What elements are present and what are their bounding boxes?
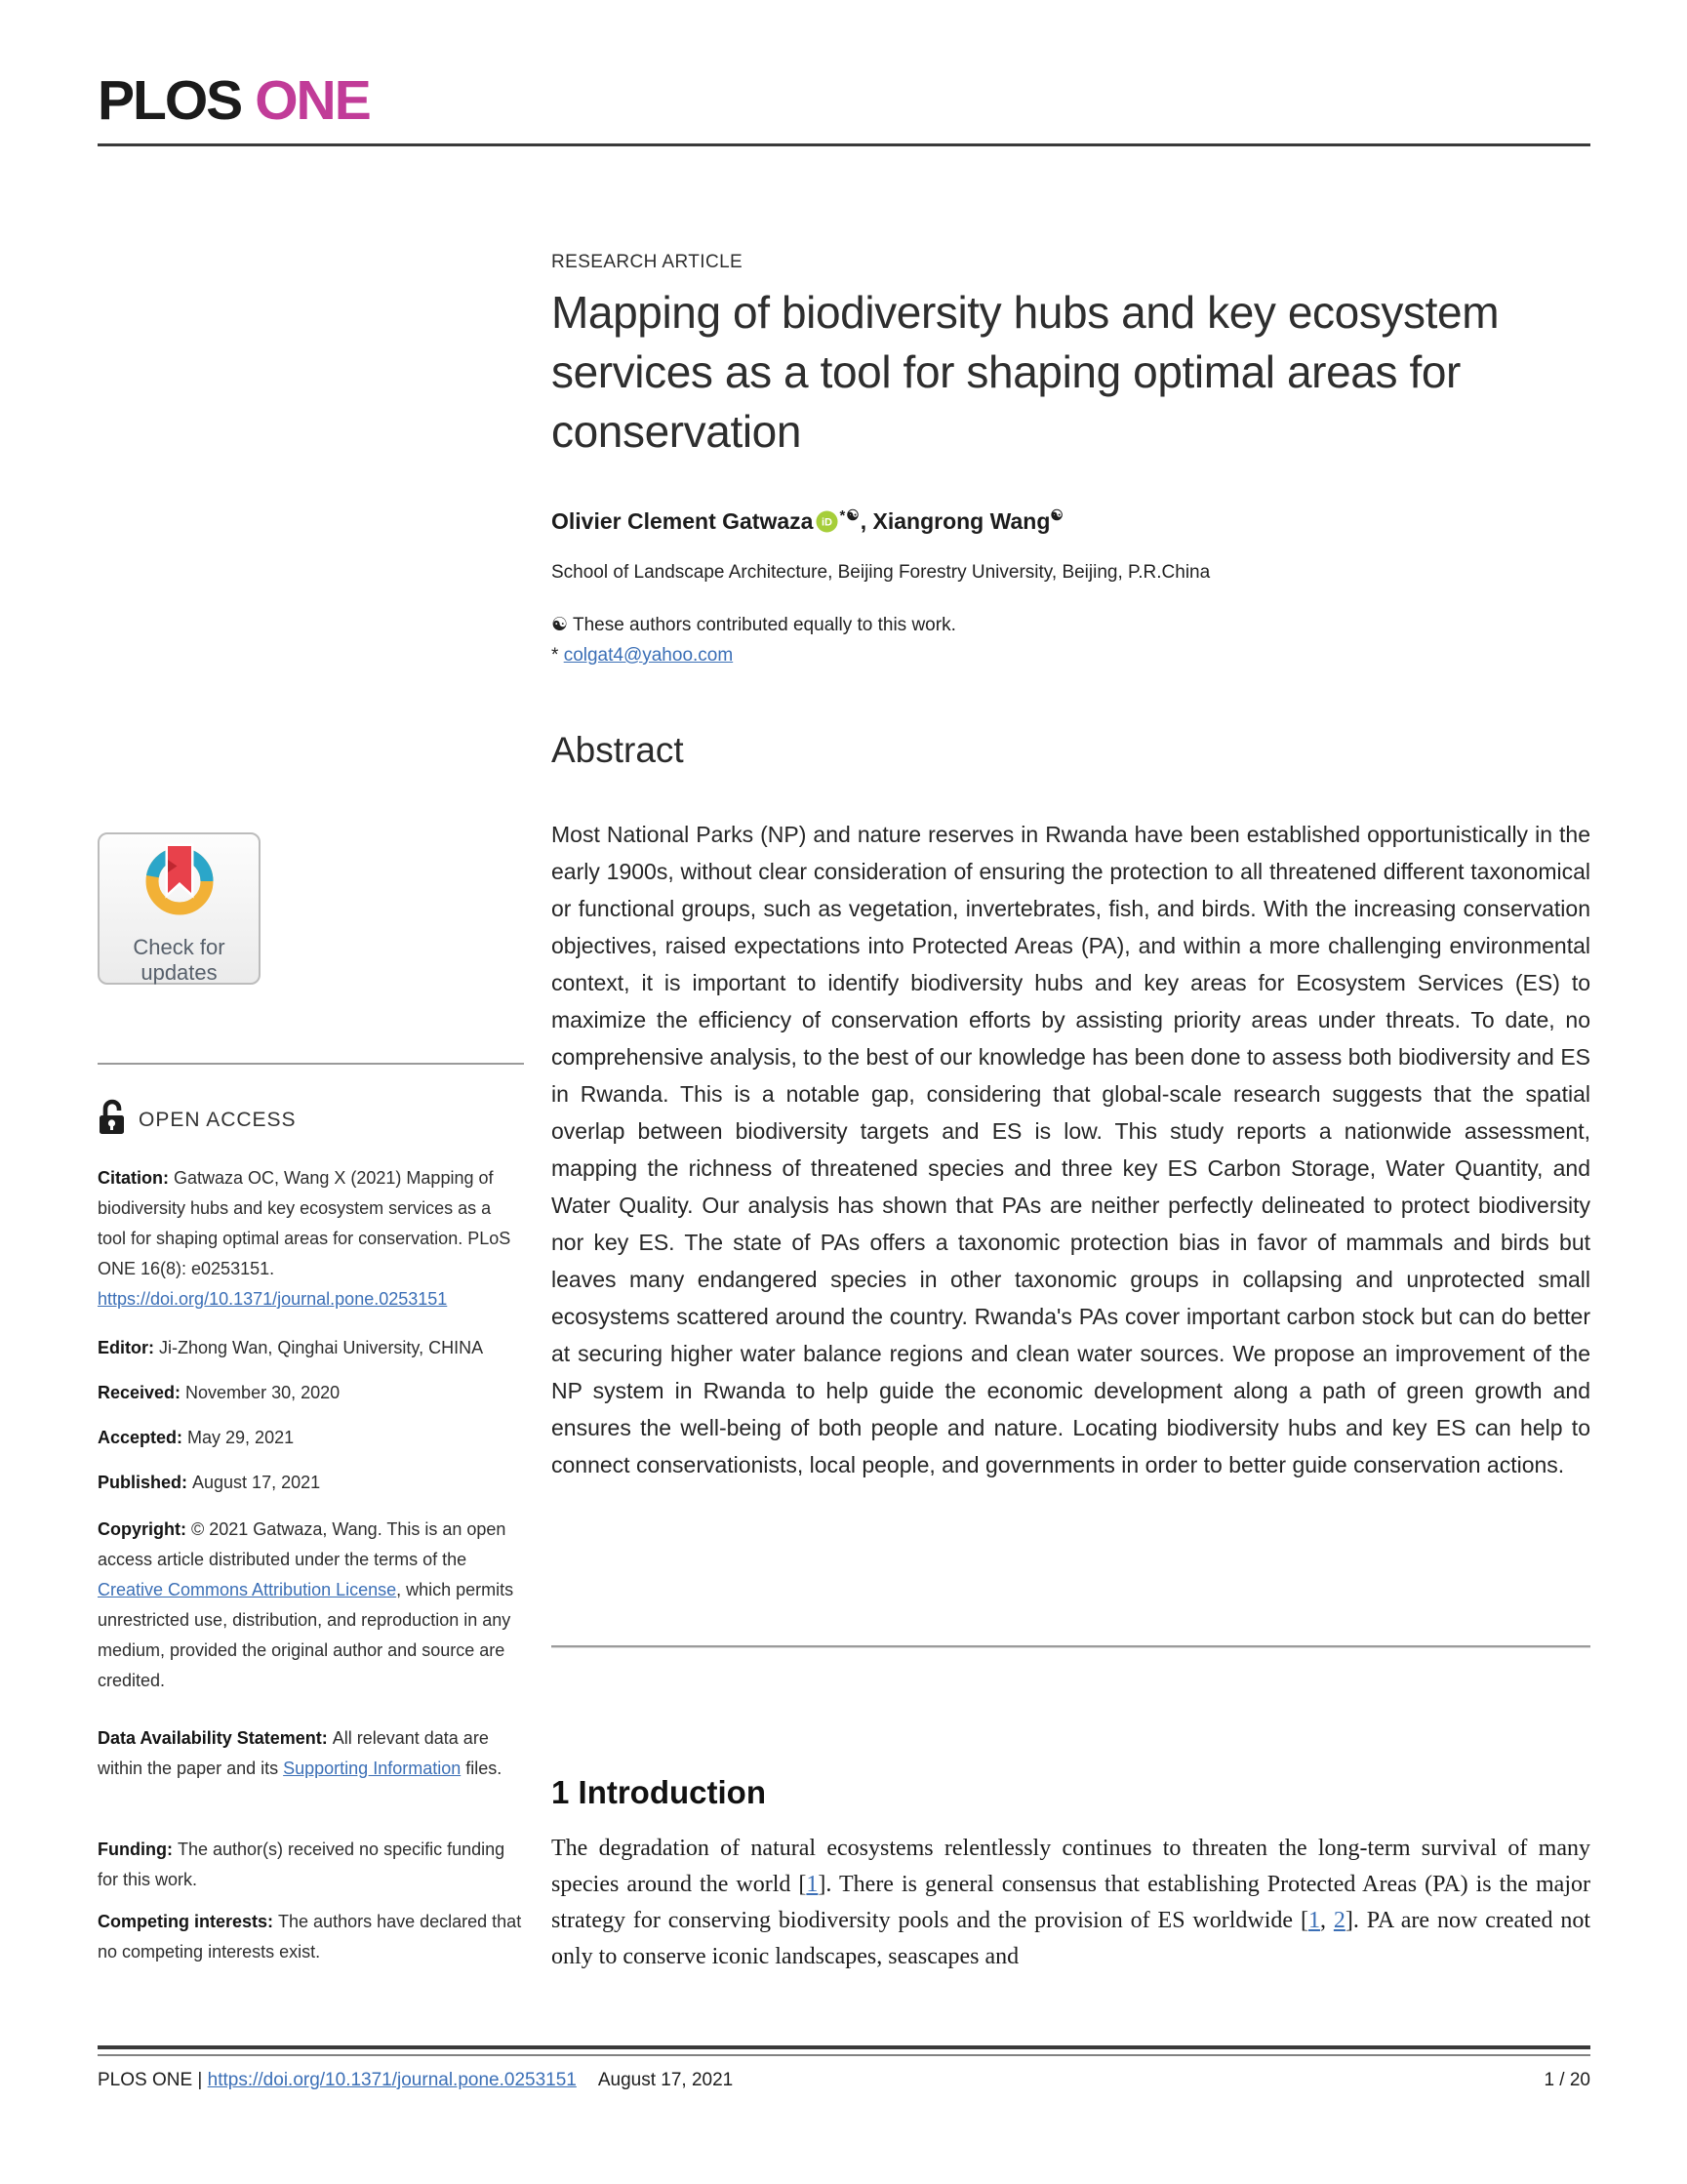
data-availability-post: files.: [461, 1759, 502, 1778]
orcid-icon[interactable]: [816, 510, 838, 539]
journal-logo-one: ONE: [255, 69, 370, 132]
check-for-updates-badge[interactable]: [98, 832, 261, 985]
journal-logo: [98, 68, 370, 133]
journal-logo-plos: PLOS: [98, 69, 242, 132]
abstract-divider: [551, 1645, 1590, 1648]
supporting-information-link[interactable]: Supporting Information: [283, 1759, 462, 1778]
editor-text: Ji-Zhong Wan, Qinghai University, CHINA: [159, 1338, 484, 1357]
author-affiliation: School of Landscape Architecture, Beijing Forestry University, Beijing, P.R.China: [551, 562, 1211, 583]
data-availability-pre: All relevant data are within the paper and its: [98, 1728, 489, 1778]
abstract-heading: Abstract: [551, 730, 684, 770]
sidebar-rule: [98, 1063, 524, 1065]
competing-interests-text: The authors have declared that no competing interests exist.: [98, 1912, 522, 1962]
received-label: Received:: [98, 1383, 186, 1402]
svg-text:iD: iD: [822, 516, 833, 529]
cc-license-link[interactable]: Creative Commons Attribution License: [98, 1580, 397, 1599]
intro-text-segment: ]. There is general consensus that establishing Protected Areas (PA) is the major strategy for conserving biodiversity pools and the provision of ES worldwide [: [551, 1872, 1590, 1933]
corresponding-email-line: [551, 645, 1590, 667]
author-separator: ,: [860, 508, 873, 534]
open-lock-icon: [98, 1099, 127, 1142]
author-name-wang: Xiangrong Wang: [872, 508, 1051, 534]
accepted-date: May 29, 2021: [187, 1428, 295, 1447]
abstract-text: Most National Parks (NP) and nature reserves in Rwanda have been established opportunistically in the early 1900s, without clear consideration of ensuring the protection to all threatened different taxonomical or functional groups, such as vegetation, invertebrates, fish, and birds. With the increasing conservation objectives, raised expectations into Protected Areas (PA), and within a more challenging environmental context, it is important to identify biodiversity hubs and key areas for Ecosystem Services (ES) to maximize the efficiency of conservation efforts by assisting priority areas under threats. To date, no comprehensive analysis, to the best of our knowledge has been done to assess both biodiversity and ES in Rwanda. This is a notable gap, considering that global-scale research suggests that the spatial overlap between biodiversity targets and ES is low. This study reports a nationwide assessment, mapping the richness of threatened species and three key ES Carbon Storage, Water Quantity, and Water Quality. Our analysis has shown that PAs are neither perfectly delineated to protect biodiversity nor key ES. The state of PAs offers a taxonomic protection bias in favor of mammals and birds but leaves many endangered species in other taxonomic groups in collapsing and unprotected small ecosystems scattered around the country. Rwanda's PAs cover important carbon stock but can do better at securing higher water balance regions and clean water sources. We propose an improvement of the NP system in Rwanda to help guide the economic development along a path of green growth and ensures the well-being of both people and nature. Locating biodiversity hubs and key ES can help to connect conservationists, local people, and governments in order to better guide conservation actions.: [551, 822, 1590, 1477]
received-block: [98, 1378, 524, 1408]
article-type-kicker: RESEARCH ARTICLE: [551, 252, 743, 272]
copyright-block: [98, 1515, 524, 1696]
received-date: November 30, 2020: [185, 1383, 341, 1402]
funding-text: The author(s) received no specific funding for this work.: [98, 1840, 505, 1889]
article-title: Mapping of biodiversity hubs and key ecosystem services as a tool for shaping optimal areas for conservation: [551, 287, 1500, 457]
copyright-text-pre: © 2021 Gatwaza, Wang. This is an open access article distributed under the terms of the: [98, 1519, 506, 1569]
footer-doi-link[interactable]: https://doi.org/10.1371/journal.pone.0253151: [207, 2070, 577, 2090]
citation-text: Gatwaza OC, Wang X (2021) Mapping of biodiversity hubs and key ecosystem services as a tool for shaping optimal areas for conservation. PLoS ONE 16(8): e0253151.: [98, 1168, 511, 1278]
open-access-row: [98, 1099, 524, 1142]
footer-page-number: 1 / 20: [1544, 2070, 1590, 2090]
intro-text-segment: The degradation of natural ecosystems relentlessly continues to threaten the long-term survival of many species around the world [: [551, 1836, 1590, 1897]
footer-left: [98, 2070, 733, 2091]
published-label: Published:: [98, 1473, 193, 1492]
intro-text-segment: ,: [1319, 1908, 1334, 1933]
footer-date: August 17, 2021: [597, 2070, 734, 2090]
equal-contribution-note: ☯ These authors contributed equally to this work.: [551, 615, 956, 635]
introduction-paragraph: [551, 1831, 1590, 1975]
copyright-text-post: , which permits unrestricted use, distribution, and reproduction in any medium, provided the original author and source are credited.: [98, 1580, 514, 1690]
author-byline: [551, 506, 1590, 539]
intro-text-segment: ]. PA are now created not only to conserve iconic landscapes, seascapes and: [551, 1908, 1591, 1969]
email-star: *: [551, 645, 564, 666]
editor-block: [98, 1333, 524, 1363]
citation-doi-link[interactable]: https://doi.org/10.1371/journal.pone.0253151: [98, 1289, 448, 1309]
copyright-label: Copyright:: [98, 1519, 191, 1539]
corresponding-email-link[interactable]: colgat4@yahoo.com: [563, 645, 734, 666]
competing-interests-label: Competing interests:: [98, 1912, 279, 1931]
footer-journal-name: PLOS ONE: [98, 2070, 193, 2090]
citation-block: [98, 1163, 524, 1314]
open-access-label: OPEN ACCESS: [139, 1109, 297, 1131]
author2-marks: ☯: [1050, 507, 1064, 524]
data-availability-block: [98, 1723, 524, 1784]
author1-marks: *☯: [839, 507, 861, 524]
crossmark-icon: [137, 913, 222, 930]
competing-interests-block: [98, 1907, 524, 1967]
footer-pipe: |: [192, 2070, 208, 2090]
reference-link-2[interactable]: 2: [1333, 1908, 1346, 1933]
funding-label: Funding:: [98, 1840, 178, 1859]
check-for-updates-label: Check for updates: [133, 935, 225, 985]
citation-label: Citation:: [98, 1168, 174, 1188]
published-date: August 17, 2021: [192, 1473, 321, 1492]
reference-link-1b[interactable]: 1: [1307, 1908, 1320, 1933]
masthead-rule: [98, 143, 1590, 146]
accepted-label: Accepted:: [98, 1428, 188, 1447]
footer-rule: [98, 2045, 1590, 2056]
published-block: [98, 1468, 524, 1498]
accepted-block: [98, 1423, 524, 1453]
author-name-gatwaza: Olivier Clement Gatwaza: [551, 508, 814, 534]
data-availability-label: Data Availability Statement:: [98, 1728, 333, 1748]
funding-block: [98, 1835, 524, 1895]
reference-link-1[interactable]: 1: [806, 1872, 819, 1897]
introduction-heading: 1 Introduction: [551, 1774, 766, 1810]
editor-label: Editor:: [98, 1338, 159, 1357]
